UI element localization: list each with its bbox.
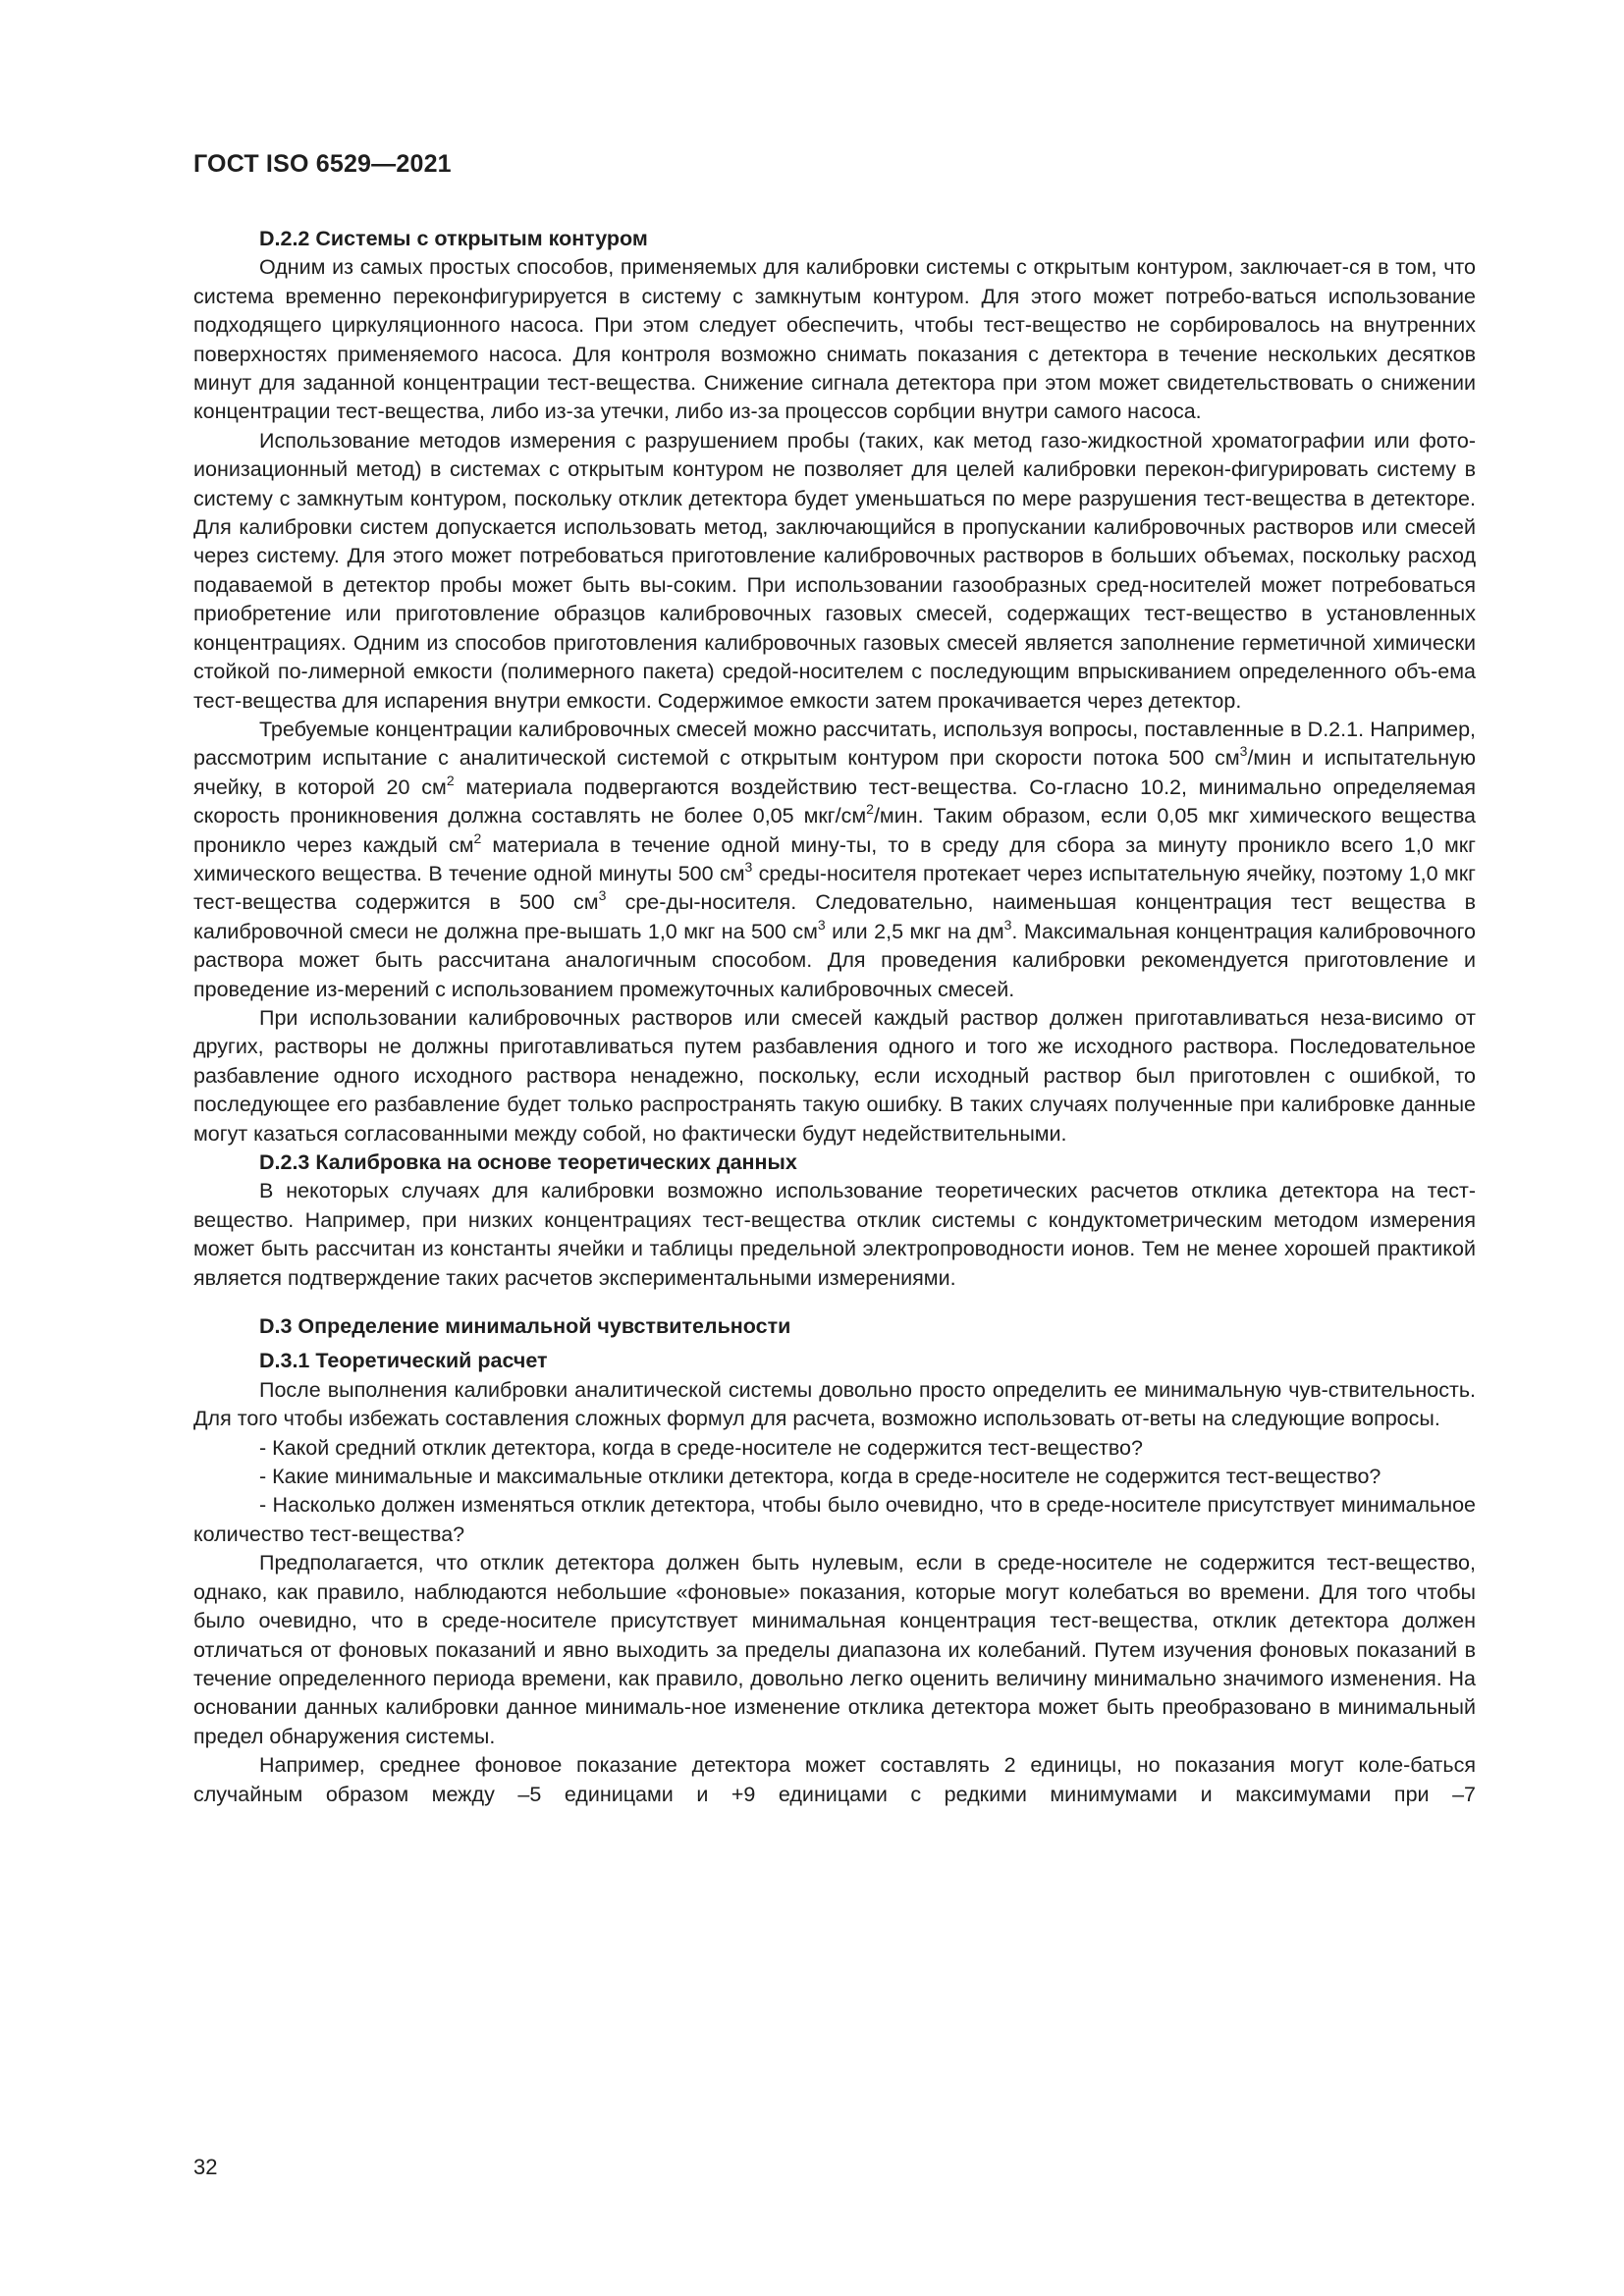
paragraph: Например, среднее фоновое показание детектора может составлять 2 единицы, но показания могут коле-баться случайным образом между –5 единицами и +9 единицами с редкими минимумами и максимумами при –7 (193, 1753, 1476, 1806)
heading-d3: D.3 Определение минимальной чувствительности (259, 1314, 791, 1339)
superscript: 2 (866, 801, 874, 818)
text-span: материала в течение одной мину-ты, то в среду для сбора за минуту проникло всего 1,0 мкг химического вещества. В течение одной минуты 500 см (193, 832, 1476, 885)
text-span: сре-ды-носителя. Следовательно, наименьшая концентрация тест вещества в калибровочной смеси не должна пре-вышать 1,0 мкг на 500 см (193, 890, 1476, 943)
text-span: /мин и испытательную ячейку, в которой 20 см (193, 746, 1476, 799)
text-span: /мин. Таким образом, если 0,05 мкг химического вещества проникло через каждый см (193, 804, 1476, 857)
paragraph: Использование методов измерения с разрушением пробы (таких, как метод газо-жидкостной хроматографии или фото-ионизационный метод) в системах с открытым контуром не позволяет для целей калибровки перекон-фигурировать систему в систему с замкнутым контуром, поскольку отклик детектора будет уменьшаться по мере разрушения тест-вещества в детекторе. Для калибровки систем допускается использовать метод, заключающийся в пропускании калибровочных растворов или смесей через систему. Для этого может потребоваться приготовление калибровочных растворов в больших объемах, поскольку расход подаваемой в детектор пробы может быть вы-соким. При использовании газообразных сред-носителей может потребоваться приобретение или приготовление образцов калибровочных газовых смесей, содержащих тест-вещество в установленных концентрациях. Одним из способов приготовления калибровочных газовых смесей является заполнение герметичной химически стойкой по-лимерной емкости (полимерного пакета) средой-носителем с последующим впрыскиванием определенного объ-ема тест-вещества для испарения внутри емкости. Содержимое емкости затем прокачивается через детектор. (193, 428, 1476, 713)
superscript: 2 (446, 772, 455, 788)
paragraph: При использовании калибровочных растворов или смесей каждый раствор должен приготавливаться неза-висимо от других, растворы не должны приготавливаться путем разбавления одного и того же исходного раствора. Последовательное разбавление одного исходного раствора ненадежно, поскольку, если исходный раствор был приготовлен с ошибкой, то последующее его разбавление будет только распространять такую ошибку. В таких случаях полученные при калибровке данные могут казаться согласованными между собой, но фактически будут недействительными. (193, 1005, 1476, 1146)
document-body (193, 225, 1476, 1809)
page-number: 32 (193, 2155, 218, 2179)
superscript: 2 (473, 829, 482, 846)
superscript: 3 (1239, 743, 1248, 760)
heading-d23: D.2.3 Калибровка на основе теоретических данных (259, 1150, 797, 1174)
text-span: материала подвергаются воздействию тест-вещества. Со-гласно 10.2, минимально определяемая скорость проникновения должна составлять не более 0,05 мкг/см (193, 774, 1476, 828)
document-header: ГОСТ ISO 6529—2021 (193, 150, 452, 178)
paragraph: В некоторых случаях для калибровки возможно использование теоретических расчетов отклика детектора на тест-вещество. Например, при низких концентрациях тест-вещества отклик системы с кондуктометрическим методом измерения может быть рассчитан из константы ячейки и таблицы предельной электропроводности ионов. Тем не менее хорошей практикой является подтверждение таких расчетов экспериментальными измерениями. (193, 1179, 1476, 1290)
superscript: 3 (1003, 916, 1012, 933)
paragraph-concentrations (193, 716, 1476, 1004)
superscript: 3 (598, 887, 607, 904)
question-item: - Насколько должен изменяться отклик детектора, чтобы было очевидно, что в среде-носителе присутствует минимальное количество тест-вещества? (193, 1493, 1476, 1546)
superscript: 3 (817, 916, 826, 933)
question-item: - Какой средний отклик детектора, когда в среде-носителе не содержится тест-вещество? (259, 1435, 1143, 1460)
heading-d22: D.2.2 Системы с открытым контуром (259, 227, 648, 250)
question-item: - Какие минимальные и максимальные отклики детектора, когда в среде-носителе не содержится тест-вещество? (259, 1465, 1381, 1489)
paragraph: Одним из самых простых способов, применяемых для калибровки системы с открытым контуром, заключает-ся в том, что система временно переконфигурируется в систему с замкнутым контуром. Для этого может потребо-ваться использование подходящего циркуляционного насоса. При этом следует обеспечить, чтобы тест-вещество не сорбировалось на внутренних поверхностях применяемого насоса. Для контроля возможно снимать показания с детектора в течение нескольких десятков минут для заданной концентрации тест-вещества. Снижение сигнала детектора при этом может свидетельствовать о снижении концентрации тест-вещества, либо из-за утечки, либо из-за процессов сорбции внутри самого насоса. (193, 255, 1476, 424)
superscript: 3 (744, 858, 753, 875)
text-span: . Максимальная концентрация калибровочного раствора может быть рассчитана аналогичным способом. Для проведения калибровки рекомендуется приготовление и проведение из-мерений с использованием промежуточных калибровочных смесей. (193, 919, 1477, 1001)
paragraph: После выполнения калибровки аналитической системы довольно просто определить ее минимальную чув-ствительность. Для того чтобы избежать составления сложных формул для расчета, возможно использовать от-веты на следующие вопросы. (193, 1377, 1476, 1431)
heading-d31: D.3.1 Теоретический расчет (259, 1349, 548, 1373)
text-span: или 2,5 мкг на дм (825, 919, 1004, 943)
text-span: среды-носителя протекает через испытательную ячейку, поэтому 1,0 мкг тест-вещества содержится в 500 см (193, 861, 1476, 915)
paragraph: Предполагается, что отклик детектора должен быть нулевым, если в среде-носителе не содержится тест-вещество, однако, как правило, наблюдаются небольшие «фоновые» показания, которые могут колебаться во времени. Для того чтобы было очевидно, что в среде-носителе присутствует минимальная концентрация тест-вещества, отклик детектора должен отличаться от фоновых показаний и явно выходить за пределы диапазона их колебаний. Путем изучения фоновых показаний в течение определенного периода времени, как правило, довольно легко оценить величину минимально значимого изменения. На основании данных калибровки данное минималь-ное изменение отклика детектора может быть преобразовано в минимальный предел обнаружения системы. (193, 1551, 1476, 1748)
text-span: Требуемые концентрации калибровочных смесей можно рассчитать, используя вопросы, поставленные в D.2.1. Например, рассмотрим испытание с аналитической системой с открытым контуром при скорости потока 500 см (193, 717, 1476, 771)
